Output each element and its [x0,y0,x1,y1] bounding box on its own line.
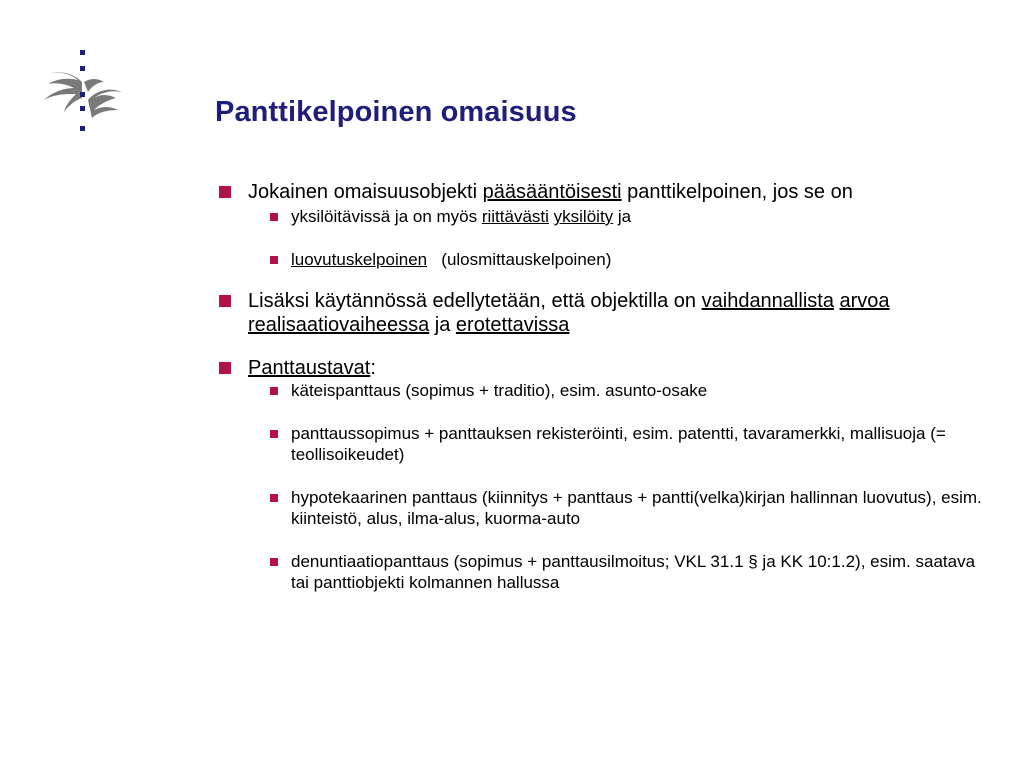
sub-bullet-text: ja [613,207,632,226]
small-square-bullet-icon [270,494,278,502]
small-square-bullet-icon [270,256,278,264]
small-square-bullet-icon [270,387,278,395]
underlined-term: vaihdannallista [701,290,834,312]
small-square-bullet-icon [270,558,278,566]
sub-bullet-item [270,249,989,270]
square-bullet-icon [219,186,231,198]
sub-bullet-text: (ulosmittauskelpoinen) [427,250,612,269]
underlined-term: riittävästi [481,207,549,226]
underlined-term: arvoa [839,290,890,312]
bullet-text: panttikelpoinen, jos se on [621,181,853,203]
sub-bullet-item [270,487,989,529]
small-square-bullet-icon [270,430,278,438]
sub-bullet-item [270,423,989,465]
small-square-bullet-icon [270,213,278,221]
sub-bullet-item [270,551,989,593]
sub-bullet-text: panttaussopimus + panttauksen rekisteröinti, esim. patentti, tavaramerkki, mallisuoja (= teollisoikeudet) [291,424,946,464]
sub-bullet-text: hypotekaarinen panttaus (kiinnitys + panttaus + pantti(velka)kirjan hallinnan luovutus), esim. kiinteistö, alus, ilma-alus, kuorma-auto [291,488,982,528]
bullet-text: ja [429,314,456,336]
sub-bullet-text: käteispanttaus (sopimus + traditio), esim. asunto-osake [291,381,708,400]
underlined-term: realisaatiovaiheessa [248,314,430,336]
slide-title: Panttikelpoinen omaisuus [215,96,577,128]
square-bullet-icon [219,295,231,307]
underlined-term: luovutuskelpoinen [291,250,428,269]
underlined-term: Panttaustavat [248,357,371,379]
university-flame-logo-icon [36,48,126,136]
underlined-term: yksilöity [553,207,614,226]
bullet-text: : [370,357,376,379]
sub-bullet-text: denuntiaatiopanttaus (sopimus + panttausilmoitus; VKL 31.1 § ja KK 10:1.2), esim. saatava tai panttiobjekti kolmannen hallussa [291,552,976,592]
underlined-term: erotettavissa [455,314,570,336]
bullet-item-2 [219,289,989,337]
bullet-item-1 [219,180,989,204]
sub-bullet-item [270,380,989,401]
bullet-text: Lisäksi käytännössä edellytetään, että objektilla on [248,290,702,312]
bullet-text: Jokainen omaisuusobjekti [248,181,483,203]
sub-bullet-item [270,206,989,227]
square-bullet-icon [219,362,231,374]
sub-bullet-text: yksilöitävissä ja on myös [291,207,482,226]
underlined-term: pääsääntöisesti [482,181,622,203]
bullet-item-3 [219,356,989,380]
slide-content [219,180,989,593]
